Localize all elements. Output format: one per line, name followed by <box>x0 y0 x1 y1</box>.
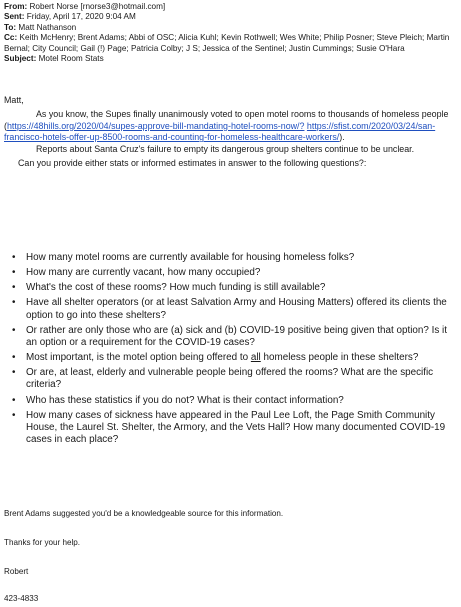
question-text: Or rather are only those who are (a) sick and (b) COVID-19 positive being given that option? Is it an option or a requirement for the COVID-19 cases? <box>26 324 447 348</box>
from-value: Robert Norse [rnorse3@hotmail.com] <box>29 2 166 11</box>
to-value: Matt Nathanson <box>18 22 77 32</box>
sent-value: Friday, April 17, 2020 9:04 AM <box>26 12 136 22</box>
bullet-icon: • <box>12 267 16 279</box>
phone-number: 423-4833 <box>4 594 39 603</box>
list-item <box>4 395 456 407</box>
link-sfist[interactable]: https://sfist.com/2020/03/24/san-francisco-hotels-offer-up-8500-rooms-and-counting-for-homeless-healthcare-workers/ <box>4 120 436 143</box>
list-item <box>4 267 456 279</box>
paragraph-1 <box>4 109 456 143</box>
question-text: How many are currently vacant, how many occupied? <box>26 267 261 279</box>
question-text: Most important, is the motel option being offered to <box>26 352 251 364</box>
from-label: From: <box>4 2 28 11</box>
subject-label: Subject: <box>4 54 37 64</box>
question-list <box>4 252 456 449</box>
from-row <box>4 2 456 12</box>
paragraph-3: Can you provide either stats or informed estimates in answer to the following questions?: <box>18 158 367 169</box>
question-text: homeless people in these shelters? <box>260 352 419 364</box>
paragraph-2: Reports about Santa Cruz's failure to empty its dangerous group shelters continue to be unclear. <box>36 143 415 154</box>
brent-note: Brent Adams suggested you'd be a knowledgeable source for this information. <box>4 509 284 518</box>
bullet-icon: • <box>12 324 16 336</box>
link-48hills[interactable]: https://48hills.org/2020/04/supes-approve-bill-mandating-hotel-rooms-now/? <box>6 120 305 131</box>
question-text: How many cases of sickness have appeared in the Paul Lee Loft, the Page Smith Community House, the Laurel St. Shelter, the Armory, and the Vets Hall? How many documented COVID-19 cases in each place? <box>26 409 446 446</box>
signature: Robert <box>4 567 29 576</box>
email-header <box>4 2 456 64</box>
subject-value: Motel Room Stats <box>38 54 104 64</box>
question-text: Have all shelter operators (or at least Salvation Army and Housing Matters) offered its clients the option to go into these shelters? <box>26 297 447 321</box>
question-text: What's the cost of these rooms? How much funding is still available? <box>26 282 326 294</box>
bullet-icon: • <box>12 282 16 294</box>
emphasis-all: all <box>250 352 261 364</box>
question-text: Who has these statistics if you do not? What is their contact information? <box>26 394 344 406</box>
bullet-icon: • <box>12 367 16 379</box>
list-item <box>4 325 456 350</box>
bullet-icon: • <box>12 394 16 406</box>
bullet-icon: • <box>12 409 16 421</box>
cc-value: Keith McHenry; Brent Adams; Abbi of OSC; Alicia Kuhl; Kevin Rothwell; Wes White; Philip Posner; Steve Pleich; Martin Bernal; City Council; Gail (!) Page; Patricia Colby; J S; Jessica of the Sentinel; Justin Cummings; Susie O'Hara <box>4 33 450 53</box>
list-item <box>4 297 456 322</box>
paragraph-1-text: As you know, the Supes finally unanimously voted to open motel rooms to thousands of homeless people ( <box>4 109 449 131</box>
subject-row <box>4 54 456 64</box>
bullet-icon: • <box>12 297 16 309</box>
greeting: Matt, <box>4 95 24 105</box>
list-item <box>4 352 456 364</box>
bullet-icon: • <box>12 252 16 263</box>
list-item <box>4 252 456 264</box>
list-item <box>4 282 456 294</box>
sent-row <box>4 12 456 22</box>
list-item <box>4 410 456 447</box>
cc-label: Cc: <box>4 33 18 43</box>
to-label: To: <box>4 22 17 32</box>
question-text: How many motel rooms are currently available for housing homeless folks? <box>26 252 355 263</box>
email-body <box>4 95 456 169</box>
thanks-line: Thanks for your help. <box>4 538 81 547</box>
cc-row <box>4 33 456 54</box>
paragraph-1-end: ). <box>339 132 345 143</box>
sent-label: Sent: <box>4 12 25 22</box>
list-item <box>4 367 456 392</box>
to-row <box>4 23 456 33</box>
bullet-icon: • <box>12 352 16 364</box>
question-text: Or are, at least, elderly and vulnerable people being offered the rooms? What are the specific criteria? <box>26 367 434 391</box>
